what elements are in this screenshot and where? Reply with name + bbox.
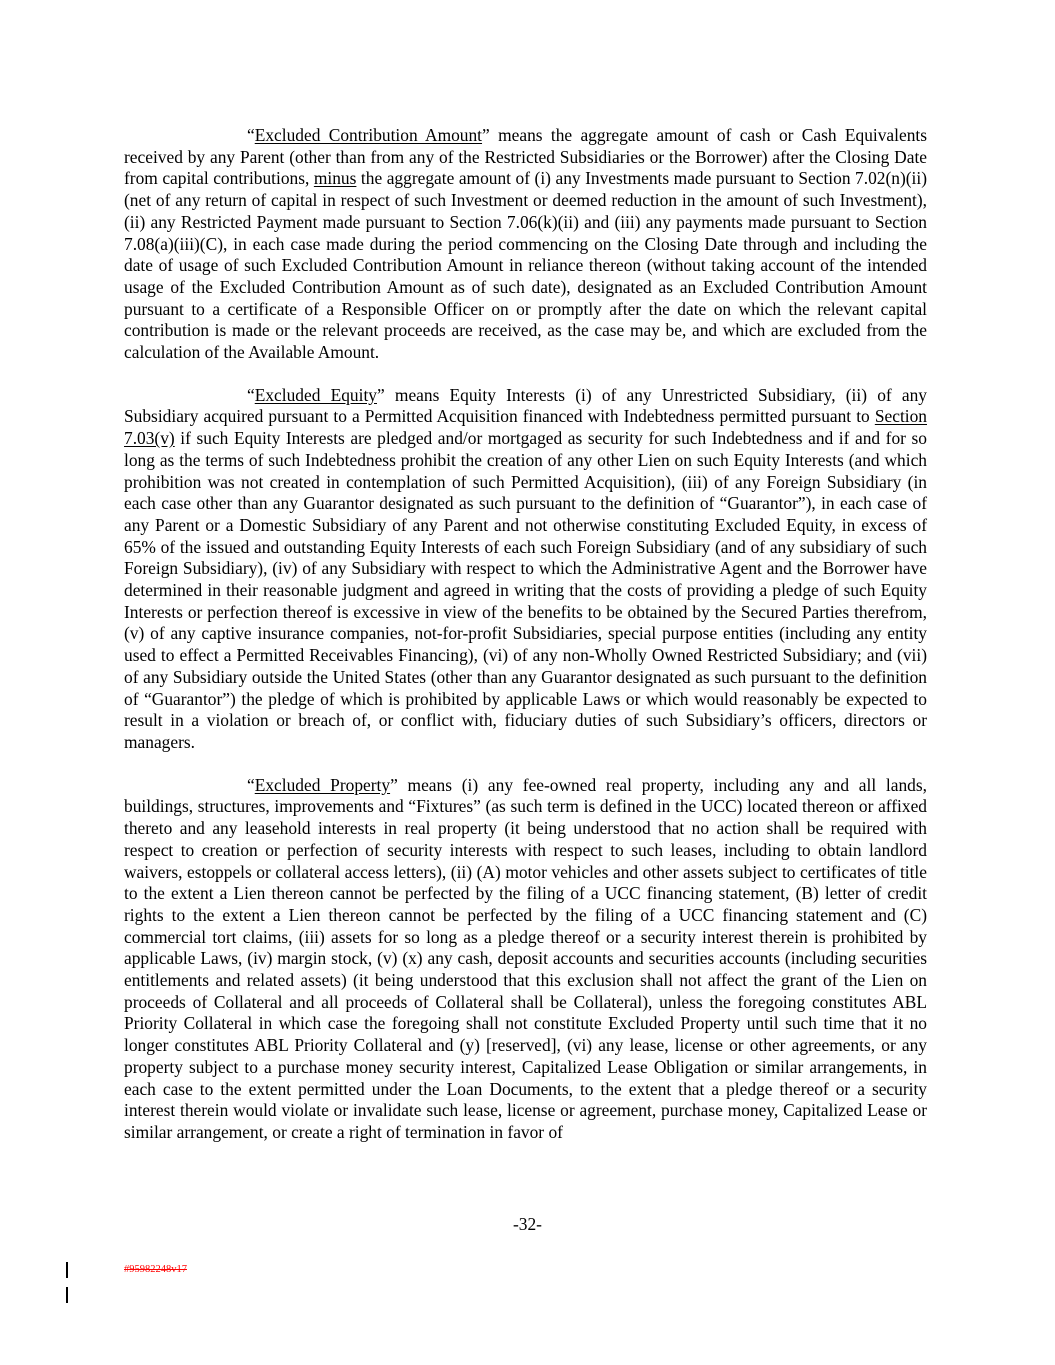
close-quote: ”: [390, 774, 398, 795]
definition-text: the aggregate amount of (i) any Investments made pursuant to Section 7.02(n)(ii) (net of any return of capital in respect of such Investment or deemed reduction in the amount of such Investment), (ii) any Restricted Payment made pursuant to Section 7.06(k)(ii) and (iii) any payments made pursuant to Section 7.08(a)(iii)(C), in each case made during the period commencing on the Closing Date through and including the date of usage of such Excluded Contribution Amount in reliance thereon (without taking account of the intended usage of the Excluded Contribution Amount as of such date), designated as an Excluded Contribution Amount pursuant to a certificate of a Responsible Officer on or promptly after the date on which the relevant capital contribution is made or the relevant proceeds are received, as the case may be, and which are excluded from the calculation of the Available Amount.: [124, 168, 927, 363]
definition-excluded-contribution-amount: [124, 125, 927, 364]
page-number: -32-: [513, 1214, 542, 1234]
definition-excluded-property: [124, 775, 927, 1144]
definition-text: means (i) any fee-owned real property, including any and all lands, buildings, structures, improvements and “Fixtures” (as such term is defined in the UCC) located thereon or affixed thereto and any leasehold interests in real property (it being understood that no action shall be required with respect to creation or perfection of security interests with respect to such leases, including to obtain landlord waivers, estoppels or collateral access letters), (ii) (A) motor vehicles and other assets subject to certificates of title to the extent a Lien thereon cannot be perfected by the filing of a UCC financing statement, (B) letter of credit rights to the extent a Lien thereon cannot be perfected by the filing of a UCC financing statement and (C) commercial tort claims, (iii) assets for so long as a pledge thereof or a security interest therein is prohibited by applicable Laws, (iv) margin stock, (v) (x) any cash, deposit accounts and securities accounts (including securities entitlements and related assets) (it being understood that this exclusion shall not affect the grant of the Lien on proceeds of Collateral and all proceeds of Collateral shall be Collateral), unless the foregoing constitutes ABL Priority Collateral in which case the foregoing shall not constitute Excluded Property until such time that it no longer constitutes ABL Priority Collateral and (y) [reserved], (vi) any lease, license or other agreements, or any property subject to a purchase money security interest, Capitalized Lease Obligation or similar arrangements, in each case to the extent permitted under the Loan Documents, to the extent that a pledge thereof or a security interest therein would violate or invalidate such lease, license or agreement, purchase money, Capitalized Lease or similar arrangement, or create a right of termination in favor of: [124, 774, 927, 1142]
defined-term: Excluded Contribution Amount: [254, 125, 483, 145]
document-id: #95982248v17: [124, 1264, 187, 1275]
definition-text-underlined: minus: [313, 168, 357, 189]
open-quote: “: [247, 774, 255, 795]
document-body: [124, 125, 927, 1165]
definition-text: if such Equity Interests are pledged and/or mortgaged as security for such Indebtedness and if and for so long as the terms of such Indebtedness prohibit the creation of any other Lien on such Equity Interests (and which prohibition was not created in contemplation of such Permitted Acquisition), (iii) of any Foreign Subsidiary (in each case other than any Guarantor designated as such pursuant to the definition of “Guarantor”), in each case of any Parent or a Domestic Subsidiary of any Parent and not otherwise constituting Excluded Equity, in excess of 65% of the issued and outstanding Equity Interests of each such Foreign Subsidiary (and of any subsidiary of such Foreign Subsidiary), (iv) of any Subsidiary with respect to which the Administrative Agent and the Borrower have determined in their reasonable judgment and agreed in writing that the costs of providing a pledge of such Equity Interests or perfection thereof is excessive in view of the benefits to be obtained by the Secured Parties therefrom, (v) of any captive insurance companies, not-for-profit Subsidiaries, special purpose entities (including any entity used to effect a Permitted Receivables Financing), (vi) of any non-Wholly Owned Restricted Subsidiary; and (vii) of any Subsidiary outside the United States (other than any Guarantor designated as such pursuant to the definition of “Guarantor”) the pledge of which is prohibited by applicable Laws or which would reasonably be expected to result in a violation or breach of, or conflict with, fiduciary duties of such Subsidiary’s officers, directors or managers.: [124, 428, 927, 752]
revision-bar: [66, 1262, 68, 1278]
revision-bar: [66, 1287, 68, 1303]
definition-excluded-equity: [124, 385, 927, 754]
close-quote: ”: [482, 125, 490, 145]
open-quote: “: [247, 384, 255, 405]
defined-term: Excluded Equity: [254, 384, 377, 405]
defined-term: Excluded Property: [254, 774, 391, 795]
definition-text: means Equity Interests (i) of any Unrestricted Subsidiary, (ii) of any Subsidiary acquired pursuant to a Permitted Acquisition financed with Indebtedness permitted pursuant to: [124, 384, 927, 427]
definition-text: means the aggregate amount of cash or Cash Equivalents received by any Parent (other than from any of the Restricted Subsidiaries or the Borrower) after the Closing Date from capital contributions,: [124, 125, 927, 189]
close-quote: ”: [376, 384, 385, 405]
section-reference: Section 7.03(v): [124, 406, 927, 449]
open-quote: “: [247, 125, 255, 145]
